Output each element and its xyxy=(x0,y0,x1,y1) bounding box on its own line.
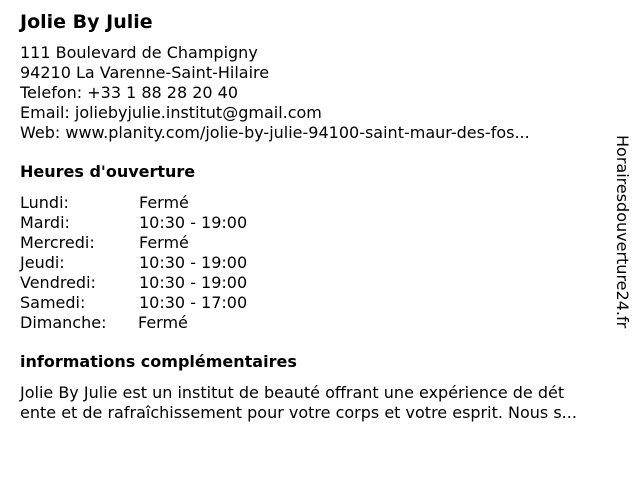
hours-row-wednesday xyxy=(20,233,620,253)
day-hours: Fermé xyxy=(139,193,189,212)
email-line: Email: joliebyjulie.institut@gmail.com xyxy=(20,103,322,122)
day-hours: Fermé xyxy=(138,313,188,332)
hours-row-thursday xyxy=(20,253,620,273)
day-label: Dimanche: xyxy=(20,313,107,332)
hours-row-tuesday xyxy=(20,213,620,233)
day-hours: 10:30 - 19:00 xyxy=(139,273,248,292)
hours-row-friday xyxy=(20,273,620,293)
business-card xyxy=(20,10,620,423)
day-label: Jeudi: xyxy=(20,253,65,272)
phone-line: Telefon: +33 1 88 28 20 40 xyxy=(20,83,239,102)
description-line-1: Jolie By Julie est un institut de beauté offrant une expérience de dét xyxy=(20,383,565,402)
day-hours: 10:30 - 19:00 xyxy=(139,213,248,232)
day-hours: 10:30 - 17:00 xyxy=(139,293,248,312)
day-label: Mercredi: xyxy=(20,233,95,252)
day-label: Lundi: xyxy=(20,193,69,212)
hours-row-monday xyxy=(20,193,620,213)
additional-info-heading: informations complémentaires xyxy=(20,352,297,371)
business-name: Jolie By Julie xyxy=(20,11,153,33)
day-hours: 10:30 - 19:00 xyxy=(139,253,248,272)
day-label: Samedi: xyxy=(20,293,86,312)
address-line-2: 94210 La Varenne-Saint-Hilaire xyxy=(20,63,270,82)
day-label: Mardi: xyxy=(20,213,70,232)
site-watermark: Horairesdouverture24.fr xyxy=(613,135,632,329)
address-line-1: 111 Boulevard de Champigny xyxy=(20,43,258,62)
opening-hours-heading: Heures d'ouverture xyxy=(20,162,196,181)
opening-hours-table xyxy=(20,193,620,333)
web-line: Web: www.planity.com/jolie-by-julie-94100-saint-maur-des-fos... xyxy=(20,123,530,142)
hours-row-sunday xyxy=(20,313,620,333)
hours-row-saturday xyxy=(20,293,620,313)
day-label: Vendredi: xyxy=(20,273,96,292)
description-line-2: ente et de rafraîchissement pour votre corps et votre esprit. Nous s... xyxy=(20,403,577,422)
day-hours: Fermé xyxy=(139,233,189,252)
